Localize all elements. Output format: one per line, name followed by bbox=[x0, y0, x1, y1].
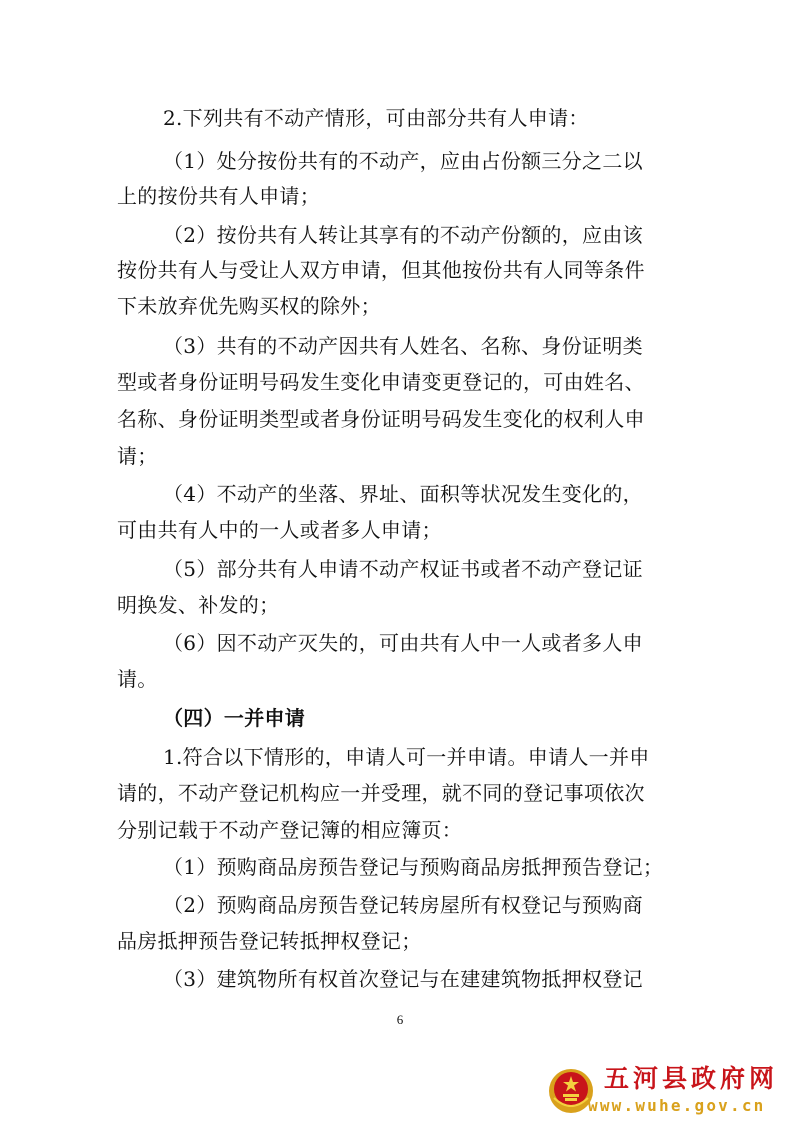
site-url: www.wuhe.gov.cn bbox=[588, 1096, 766, 1115]
text-line: 1.符合以下情形的，申请人可一并申请。申请人一并申 bbox=[163, 745, 650, 769]
text-line: （2）预购商品房预告登记转房屋所有权登记与预购商 bbox=[163, 893, 643, 917]
text-line: 请。 bbox=[117, 667, 158, 691]
text-line: （3）共有的不动产因共有人姓名、名称、身份证明类 bbox=[163, 334, 643, 358]
text-line: 请的，不动产登记机构应一并受理，就不同的登记事项依次 bbox=[117, 781, 645, 805]
text-line: 分别记载于不动产登记簿的相应簿页： bbox=[117, 818, 463, 842]
text-line: （5）部分共有人申请不动产权证书或者不动产登记证 bbox=[163, 557, 643, 581]
text-line: （3）建筑物所有权首次登记与在建建筑物抵押权登记 bbox=[163, 967, 643, 991]
text-line: 品房抵押预告登记转抵押权登记； bbox=[117, 929, 422, 953]
text-line: 按份共有人与受让人双方申请，但其他按份共有人同等条件 bbox=[117, 258, 645, 282]
text-line: （6）因不动产灭失的，可由共有人中一人或者多人申 bbox=[163, 631, 643, 655]
section-heading: （四）一并申请 bbox=[163, 706, 306, 730]
text-line: 下未放弃优先购买权的除外； bbox=[117, 294, 381, 318]
text-line: （1）预购商品房预告登记与预购商品房抵押预告登记； bbox=[163, 855, 664, 879]
text-line: （1）处分按份共有的不动产，应由占份额三分之二以 bbox=[163, 149, 643, 173]
page-number: 6 bbox=[396, 1012, 404, 1027]
text-line: 上的按份共有人申请； bbox=[117, 184, 320, 208]
text-line: 型或者身份证明号码发生变化申请变更登记的，可由姓名、 bbox=[117, 370, 645, 394]
site-watermark bbox=[548, 1064, 788, 1120]
site-title: 五河县政府网 bbox=[604, 1064, 779, 1093]
text-line: 明换发、补发的； bbox=[117, 593, 280, 617]
text-line: 2.下列共有不动产情形，可由部分共有人申请： bbox=[163, 106, 589, 130]
text-line: 可由共有人中的一人或者多人申请； bbox=[117, 518, 442, 542]
text-line: （4）不动产的坐落、界址、面积等状况发生变化的， bbox=[163, 482, 643, 506]
text-line: 请； bbox=[117, 444, 158, 468]
text-line: 名称、身份证明类型或者身份证明号码发生变化的权利人申 bbox=[117, 407, 645, 431]
text-line: （2）按份共有人转让其享有的不动产份额的，应由该 bbox=[163, 223, 643, 247]
